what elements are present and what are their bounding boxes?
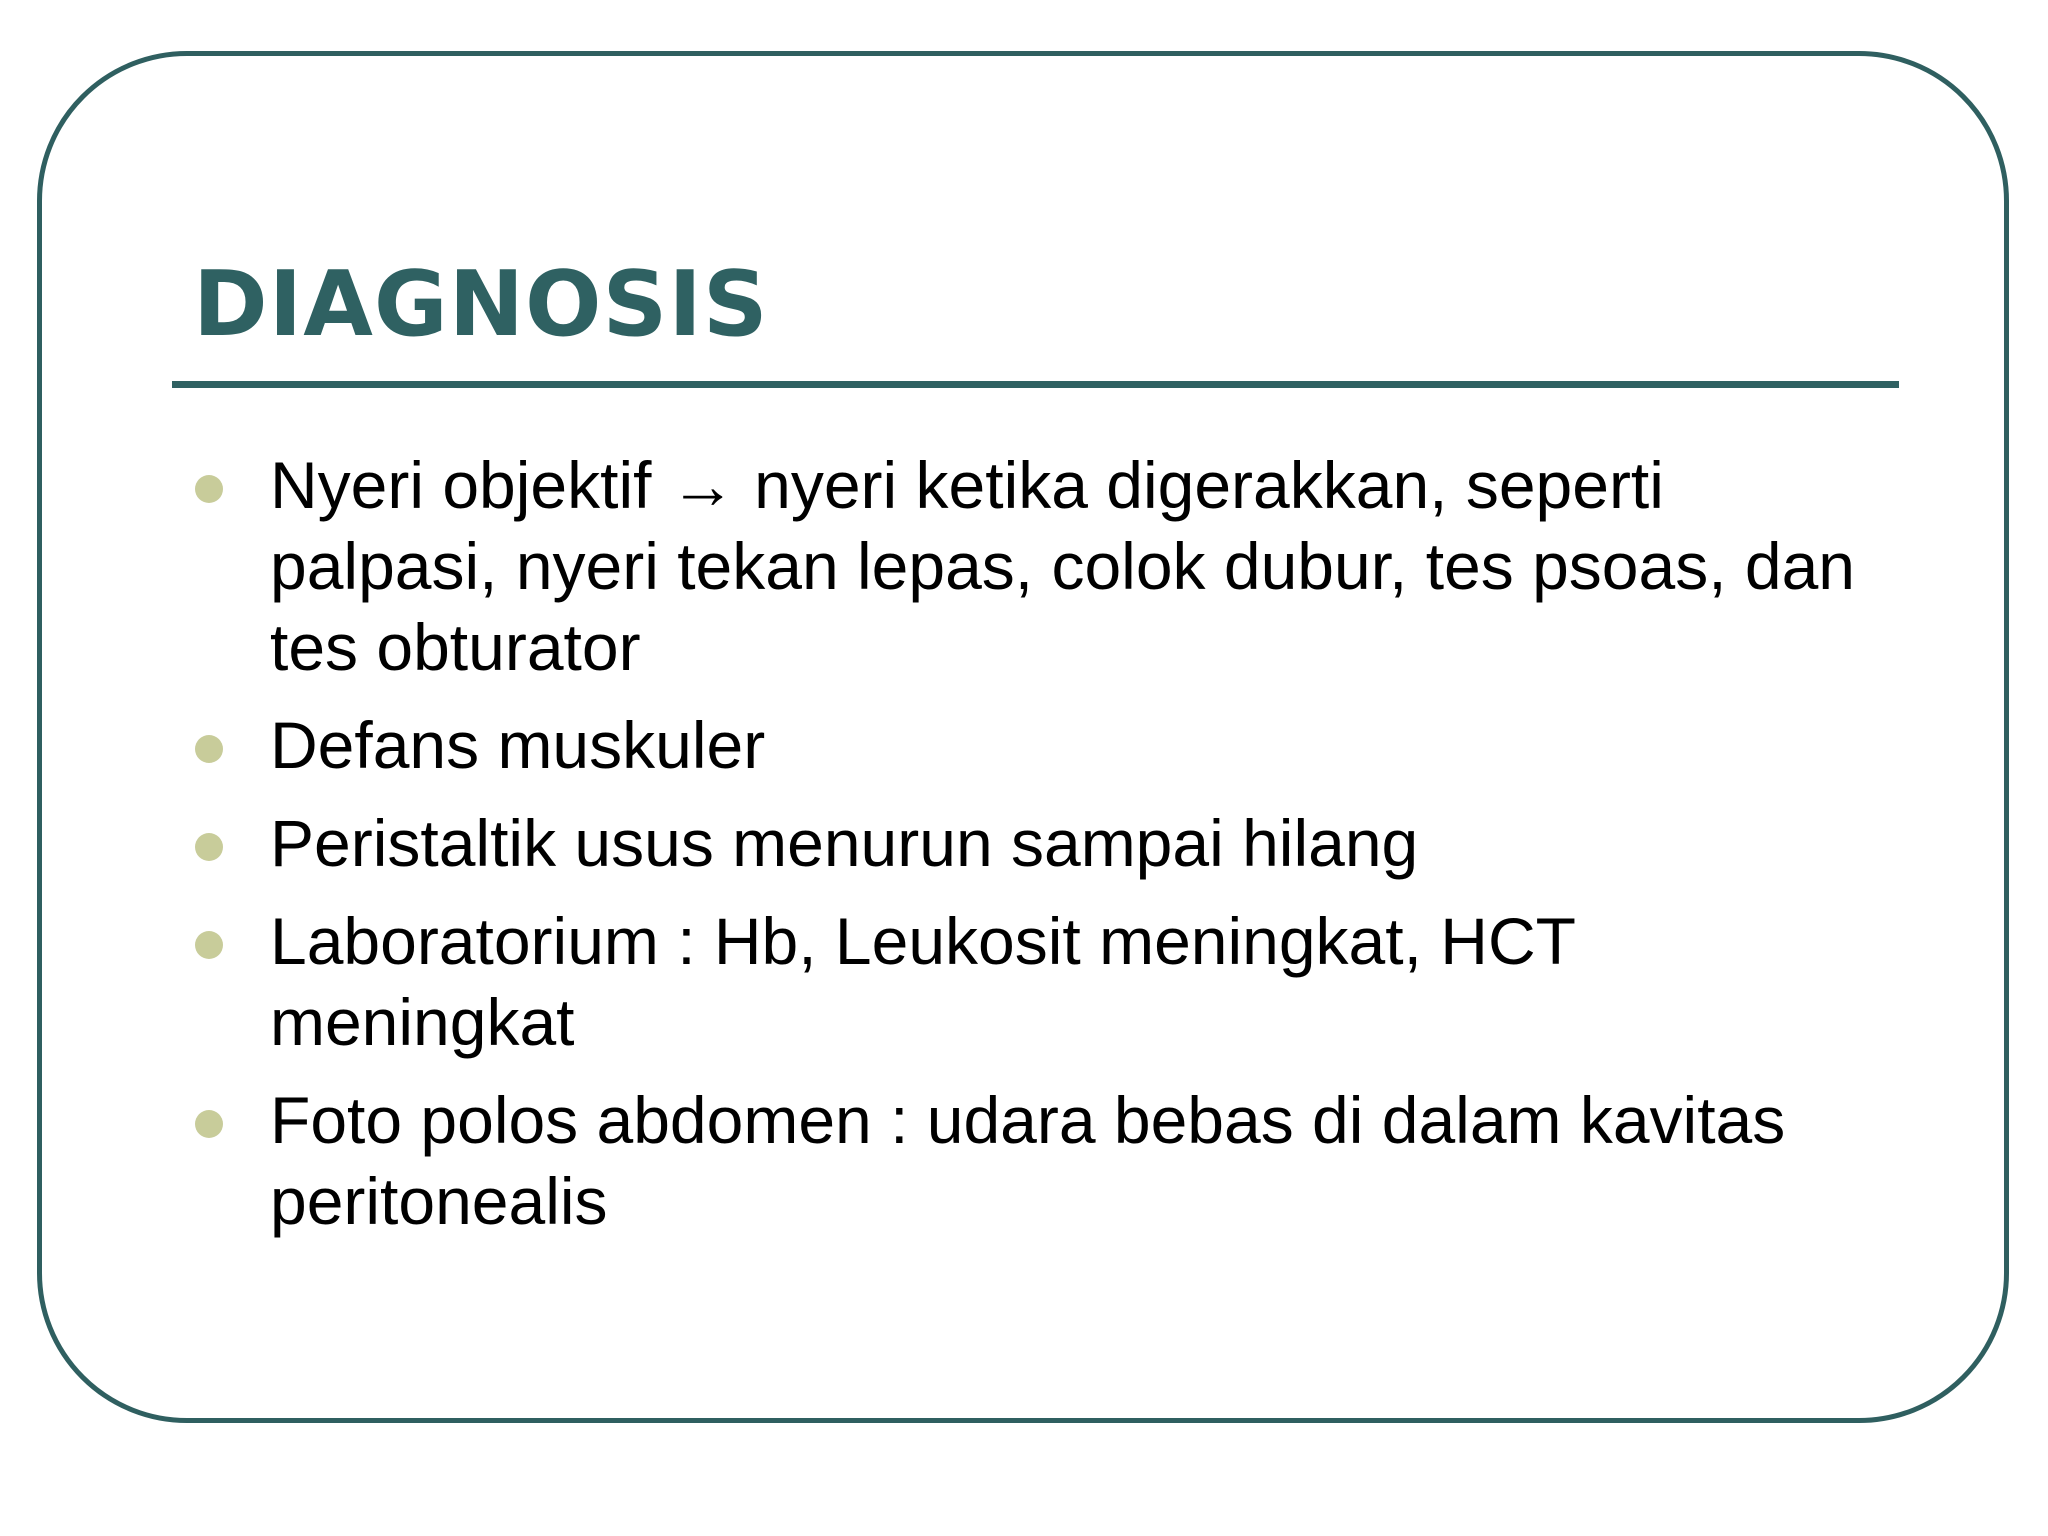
bullet-list: [193, 445, 1873, 1259]
bullet-dot-icon: [195, 833, 223, 861]
bullet-text: Peristaltik usus menurun sampai hilang: [270, 806, 1419, 880]
bullet-item: [193, 1080, 1873, 1242]
bullet-item: [193, 803, 1873, 884]
title-underline: [172, 381, 1899, 388]
bullet-text: Defans muskuler: [270, 708, 766, 782]
bullet-text: Nyeri objektif → nyeri ketika digerakkan, seperti palpasi, nyeri tekan lepas, colok dubur, tes psoas, dan tes obturator: [270, 448, 1855, 684]
bullet-item: [193, 445, 1873, 688]
bullet-text: Foto polos abdomen : udara bebas di dalam kavitas peritonealis: [270, 1083, 1786, 1238]
bullet-dot-icon: [195, 1110, 223, 1138]
bullet-text: Laboratorium : Hb, Leukosit meningkat, HCT meningkat: [270, 904, 1575, 1059]
bullet-dot-icon: [195, 735, 223, 763]
slide-title: DIAGNOSIS: [193, 252, 769, 357]
bullet-item: [193, 705, 1873, 786]
bullet-dot-icon: [195, 475, 223, 503]
bullet-item: [193, 901, 1873, 1063]
bullet-dot-icon: [195, 931, 223, 959]
